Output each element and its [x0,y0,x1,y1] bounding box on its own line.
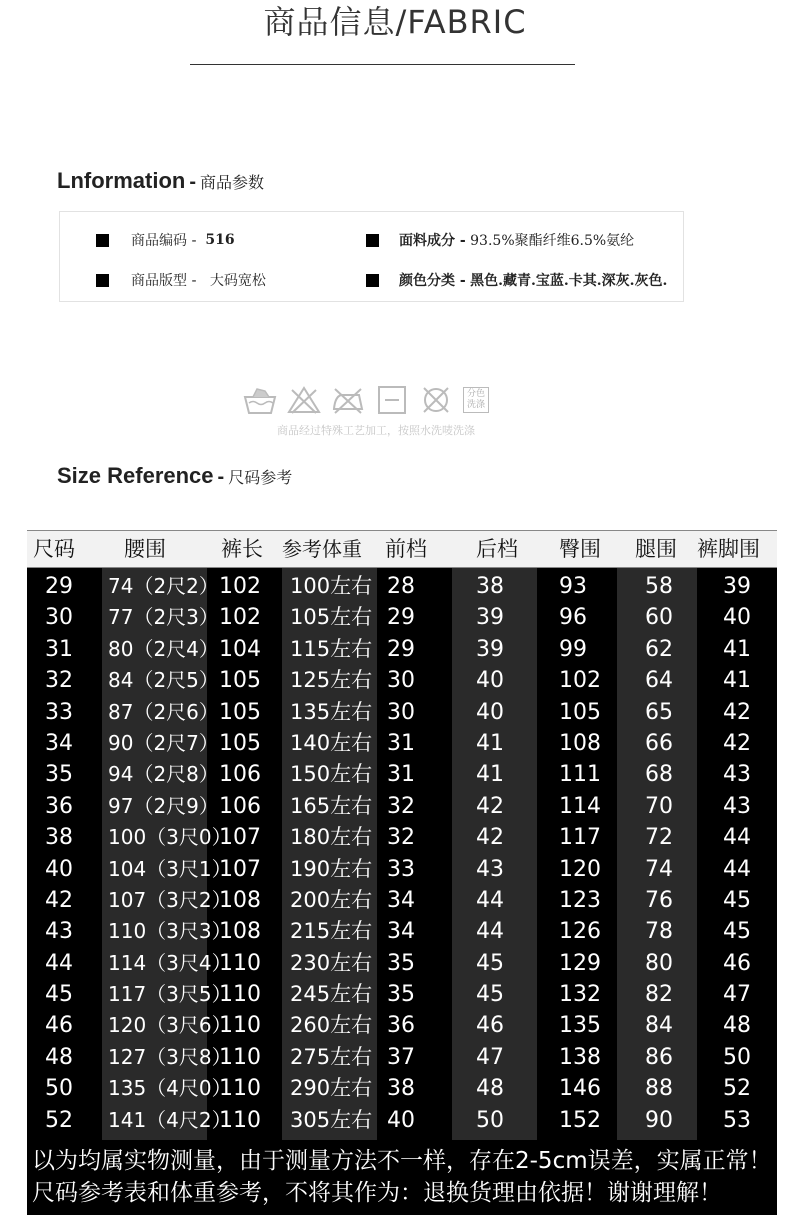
table-cell: 78 [645,919,673,945]
table-row [27,1073,777,1104]
table-cell: 58 [645,574,673,599]
table-cell: 152 [559,1107,601,1133]
table-cell: 60 [645,605,673,631]
table-cell: 120（3尺6） [108,1013,232,1038]
size-table [27,530,777,1141]
table-cell: 29 [387,636,415,662]
table-cell: 260左右 [290,1013,373,1038]
table-cell: 44 [45,950,73,976]
table-cell: 34 [387,919,415,945]
product-info-box [59,211,684,302]
info-item-code [96,230,235,250]
table-cell: 38 [476,574,504,599]
table-cell: 84 [645,1013,673,1039]
table-cell: 44 [723,825,751,851]
table-cell: 46 [723,950,751,976]
table-cell: 108 [219,919,261,945]
table-cell: 110 [219,1076,261,1102]
table-cell: 45 [476,950,504,976]
column-header: 裤长 [221,537,263,561]
info-label: 商品编码 - [131,233,197,249]
table-cell: 43 [723,793,751,819]
table-row [27,979,777,1010]
table-cell: 45 [476,982,504,1008]
table-cell: 108 [219,887,261,913]
table-cell: 68 [645,762,673,788]
table-row [27,854,777,885]
table-row [27,791,777,822]
table-cell: 35 [45,762,73,788]
table-cell: 123 [559,887,601,913]
info-item-fit [96,270,266,290]
info-item-material [366,230,634,250]
table-cell: 42 [723,730,751,756]
column-header: 腿围 [635,537,677,561]
table-cell: 107（3尺2） [108,887,232,912]
column-header: 参考体重 [282,537,362,561]
table-cell: 35 [387,950,415,976]
table-cell: 146 [559,1076,601,1102]
bullet-square-icon [366,274,379,287]
table-cell: 97（2尺9） [108,793,219,818]
table-cell: 150左右 [290,762,373,787]
table-cell: 40 [476,699,504,725]
table-cell: 110 [219,1107,261,1133]
table-cell: 110 [219,1044,261,1070]
table-cell: 100左右 [290,574,373,598]
table-cell: 74 [645,856,673,882]
table-cell: 275左右 [290,1044,373,1069]
table-cell: 165左右 [290,793,373,818]
table-cell: 80 [645,950,673,976]
table-row [27,665,777,696]
table-cell: 41 [476,762,504,788]
table-cell: 135 [559,1013,601,1039]
table-cell: 115左右 [290,636,373,661]
no-iron-icon [331,385,365,415]
table-cell: 117（3尺5） [108,982,232,1007]
table-cell: 41 [723,636,751,662]
table-cell: 32 [45,668,73,694]
table-cell: 65 [645,699,673,725]
table-cell: 90 [645,1107,673,1133]
table-row [27,634,777,665]
column-header: 后档 [476,537,518,561]
table-cell: 135左右 [290,699,373,724]
table-row [27,885,777,916]
table-row [27,916,777,947]
table-cell: 66 [645,730,673,756]
table-cell: 44 [476,887,504,913]
column-header: 前档 [385,537,427,561]
table-cell: 34 [387,887,415,913]
table-cell: 84（2尺5） [108,668,219,693]
table-cell: 52 [723,1076,751,1102]
table-cell: 30 [387,699,415,725]
table-cell: 30 [387,668,415,694]
table-cell: 38 [45,825,73,851]
table-cell: 39 [723,574,751,599]
table-cell: 43 [45,919,73,945]
information-heading-en: Lnformation [57,168,186,193]
table-cell: 30 [45,605,73,631]
table-cell: 110 [219,1013,261,1039]
table-cell: 42 [476,793,504,819]
table-cell: 45 [45,982,73,1008]
table-cell: 107 [219,825,261,851]
table-cell: 48 [476,1076,504,1102]
table-cell: 105 [559,699,601,725]
table-cell: 64 [645,668,673,694]
table-cell: 215左右 [290,919,373,944]
separate-wash-icon: 分色洗涤 [463,387,489,413]
table-row [27,1010,777,1041]
table-cell: 105 [219,668,261,694]
table-cell: 104 [219,636,261,662]
size-reference-heading: Size Reference - 尺码参考 [57,463,293,488]
table-cell: 105 [219,730,261,756]
size-table-header [27,530,777,568]
table-cell: 102 [219,574,261,599]
tumble-dry-icon [375,385,409,415]
table-cell: 141（4尺2） [108,1107,232,1132]
table-cell: 111 [559,762,601,788]
table-cell: 93 [559,574,587,599]
table-cell: 37 [387,1044,415,1070]
table-cell: 33 [387,856,415,882]
info-value: 93.5%聚酯纤维6.5%氨纶 [470,233,635,249]
table-row [27,822,777,853]
care-note: 商品经过特殊工艺加工，按照水洗唛洗涤 [277,424,475,437]
no-bleach-icon [287,385,321,415]
table-cell: 33 [45,699,73,725]
table-cell: 40 [476,668,504,694]
table-cell: 72 [645,825,673,851]
table-cell: 96 [559,605,587,631]
table-cell: 50 [45,1076,73,1102]
table-cell: 114（3尺4） [108,950,232,975]
table-cell: 45 [723,919,751,945]
table-cell: 62 [645,636,673,662]
footer-line: 尺码参考表和体重参考，不将其作为：退换货理由依据！谢谢理解！ [32,1180,722,1206]
table-cell: 110（3尺3） [108,919,232,944]
bullet-square-icon [96,274,109,287]
footer-disclaimer [27,1140,777,1215]
table-row [27,571,777,602]
table-cell: 125左右 [290,668,373,693]
table-cell: 50 [723,1044,751,1070]
table-row [27,1105,777,1136]
table-cell: 190左右 [290,856,373,881]
column-header: 尺码 [33,537,75,561]
table-cell: 140左右 [290,730,373,755]
table-cell: 34 [45,730,73,756]
table-cell: 76 [645,887,673,913]
table-cell: 39 [476,605,504,631]
information-heading: Lnformation - 商品参数 [57,168,265,193]
table-cell: 127（3尺8） [108,1044,232,1069]
table-cell: 48 [45,1044,73,1070]
table-cell: 41 [723,668,751,694]
table-cell: 129 [559,950,601,976]
table-cell: 104（3尺1） [108,856,232,881]
table-cell: 47 [723,982,751,1008]
table-cell: 99 [559,636,587,662]
table-cell: 43 [476,856,504,882]
table-cell: 82 [645,982,673,1008]
table-cell: 90（2尺7） [108,730,219,755]
size-reference-heading-en: Size Reference [57,463,214,488]
column-header: 腰围 [124,537,166,561]
size-reference-heading-zh: 尺码参考 [228,468,293,487]
bullet-square-icon [96,234,109,247]
column-header: 臀围 [559,537,601,561]
table-cell: 80（2尺4） [108,636,219,661]
table-cell: 305左右 [290,1107,373,1132]
table-cell: 110 [219,950,261,976]
table-cell: 32 [387,793,415,819]
column-header: 裤脚围 [697,537,760,561]
table-cell: 50 [476,1107,504,1133]
table-cell: 28 [387,574,415,599]
table-cell: 52 [45,1107,73,1133]
table-cell: 70 [645,793,673,819]
table-row [27,759,777,790]
table-cell: 36 [387,1013,415,1039]
table-row [27,697,777,728]
table-cell: 114 [559,793,601,819]
table-cell: 42 [45,887,73,913]
table-cell: 32 [387,825,415,851]
table-cell: 200左右 [290,887,373,912]
table-cell: 108 [559,730,601,756]
info-item-colors [366,270,667,290]
table-cell: 31 [387,730,415,756]
table-cell: 46 [45,1013,73,1039]
table-cell: 44 [476,919,504,945]
table-cell: 102 [219,605,261,631]
table-cell: 132 [559,982,601,1008]
table-cell: 117 [559,825,601,851]
footer-line: 以为均属实物测量，由于测量方法不一样，存在2-5cm误差，实属正常！ [32,1148,772,1174]
table-cell: 230左右 [290,950,373,975]
table-cell: 41 [476,730,504,756]
table-cell: 120 [559,856,601,882]
hand-wash-icon [243,385,277,415]
info-value: 516 [205,232,235,248]
table-cell: 88 [645,1076,673,1102]
table-cell: 106 [219,793,261,819]
table-cell: 40 [723,605,751,631]
info-label: 面料成分 - [399,233,466,249]
table-row [27,948,777,979]
table-cell: 43 [723,762,751,788]
table-cell: 87（2尺6） [108,699,219,724]
table-row [27,1042,777,1073]
size-table-body [27,568,777,1141]
table-cell: 42 [476,825,504,851]
table-cell: 38 [387,1076,415,1102]
no-dry-clean-icon [419,385,453,415]
table-cell: 31 [45,636,73,662]
table-cell: 45 [723,887,751,913]
table-cell: 40 [387,1107,415,1133]
table-cell: 105左右 [290,605,373,630]
table-cell: 100（3尺0） [108,825,232,850]
table-cell: 44 [723,856,751,882]
table-cell: 180左右 [290,825,373,850]
info-value: 黑色.藏青.宝蓝.卡其.深灰.灰色. [470,273,668,289]
table-cell: 29 [45,574,73,599]
table-cell: 46 [476,1013,504,1039]
bullet-square-icon [366,234,379,247]
table-cell: 48 [723,1013,751,1039]
care-icons-row [243,384,489,416]
table-cell: 39 [476,636,504,662]
info-label: 颜色分类 - [399,273,466,289]
info-label: 商品版型 - [131,273,197,289]
page-title: 商品信息/FABRIC [263,3,527,41]
table-cell: 40 [45,856,73,882]
table-cell: 31 [387,762,415,788]
table-cell: 42 [723,699,751,725]
table-cell: 106 [219,762,261,788]
information-heading-zh: 商品参数 [200,173,265,192]
table-cell: 74（2尺2） [108,574,219,598]
table-cell: 110 [219,982,261,1008]
table-cell: 138 [559,1044,601,1070]
table-cell: 47 [476,1044,504,1070]
table-cell: 36 [45,793,73,819]
table-cell: 135（4尺0） [108,1076,232,1101]
table-cell: 126 [559,919,601,945]
title-divider [190,64,575,65]
table-cell: 102 [559,668,601,694]
table-cell: 53 [723,1107,751,1133]
table-cell: 245左右 [290,982,373,1007]
table-cell: 107 [219,856,261,882]
table-cell: 86 [645,1044,673,1070]
table-cell: 105 [219,699,261,725]
table-cell: 290左右 [290,1076,373,1101]
table-row [27,602,777,633]
table-cell: 35 [387,982,415,1008]
table-row [27,728,777,759]
table-cell: 77（2尺3） [108,605,219,630]
table-cell: 94（2尺8） [108,762,219,787]
info-value: 大码宽松 [209,273,266,289]
table-cell: 29 [387,605,415,631]
